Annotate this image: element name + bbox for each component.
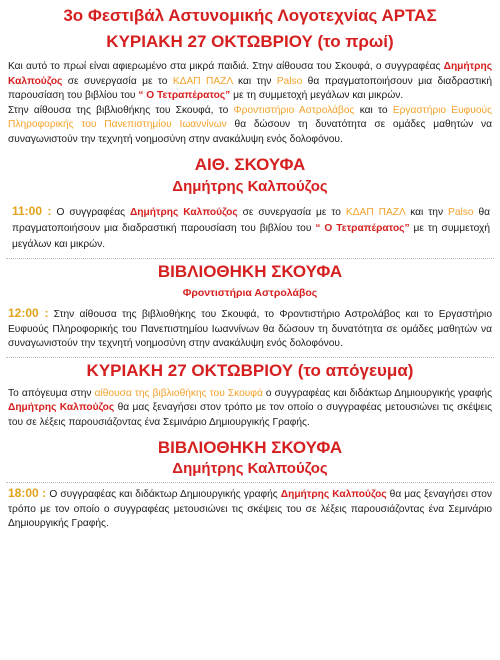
text: Ο συγγραφέας και διδάκτωρ Δημιουργικής γραφής — [46, 489, 281, 500]
text: με τη συμμετοχή μεγάλων και μικρών. — [230, 90, 404, 101]
author-name: Δημήτρης Καλπούζος — [280, 489, 387, 500]
afternoon-intro-paragraph — [0, 387, 500, 431]
text: Το απόγευμα στην — [8, 387, 95, 399]
divider — [6, 258, 494, 259]
morning-library-paragraph — [0, 104, 500, 148]
text: Ο συγγραφέας — [51, 207, 130, 218]
hall-name: αίθουσα της βιβλιοθήκης του Σκουφά — [94, 387, 263, 399]
afternoon-heading: ΚΥΡΙΑΚΗ 27 ΟΚΤΩΒΡΙΟΥ (το απόγευμα) — [86, 360, 414, 380]
text: θα μας ξεναγήσει στον τρόπο με τον οποίο ο συγγραφέας μετουσιώνει τις σκέψεις του σε λέξεις παρουσιάζοντας ένα Σεμινάριο Δημιουργικής Γραφής. — [8, 489, 492, 529]
library-heading-2: ΒΙΒΛΙΟΘΗΚΗ ΣΚΟΥΦΑ — [157, 438, 343, 457]
divider — [6, 482, 494, 483]
time-1100: 11:00 : — [12, 204, 52, 218]
palso-name: Palso — [448, 207, 474, 218]
text: Και αυτό το πρωί είναι αφιερωμένο στα μικρά παιδιά. Στην αίθουσα του Σκουφά, ο συγγραφέας — [8, 61, 444, 72]
palso-name: Palso — [276, 75, 303, 87]
book-title: “ Ο Τετραπέρατος” — [138, 90, 231, 101]
divider — [6, 357, 494, 358]
lab-name: Εργαστήριο Ευφυούς Πληροφορικής του Πανεπιστημίου Ιωαννίνων — [8, 104, 493, 130]
author-name: Δημήτρης Καλπούζος — [129, 207, 238, 218]
library-author-2: Δημήτρης Καλπούζος — [172, 460, 328, 477]
skoufa-hall-author: Δημήτρης Καλπούζος — [172, 178, 328, 195]
kdap-name: ΚΔΑΠ ΠΑΖΛ — [345, 207, 406, 218]
kdap-name: ΚΔΑΠ ΠΑΖΛ — [172, 75, 233, 87]
event-1100 — [0, 203, 500, 253]
text: και την — [232, 75, 277, 87]
festival-title: 3ο Φεστιβάλ Αστυνομικής Λογοτεχνίας ΑΡΤΑΣ — [63, 6, 437, 25]
text: θα πραγματοποιήσουν μια διαδραστική παρουσίαση του βιβλίου του — [8, 75, 493, 101]
morning-intro-paragraph — [0, 60, 500, 104]
text: θα μας ξεναγήσει στον τρόπο με τον οποίο ο συγγραφέας μετουσιώνει τις σκέψεις του σε λέξεις παρουσιάζοντας ένα Σεμινάριο Δημιουργικής Γραφής. — [8, 402, 493, 428]
time-1200: 12:00 : — [8, 306, 49, 320]
frontistirio-name: Φροντιστήριο Αστρολάβος — [233, 104, 355, 116]
skoufa-hall-heading: ΑΙΘ. ΣΚΟΥΦΑ — [194, 155, 306, 174]
author-name: Δημήτρης Καλπούζος — [8, 61, 492, 87]
event-1200 — [0, 306, 500, 352]
text: με τη συμμετοχή μεγάλων και μικρών. — [12, 223, 490, 250]
text: και την — [405, 207, 449, 218]
author-name: Δημήτρης Καλπούζος — [8, 402, 115, 413]
text: θα δώσουν τη δυνατότητα σε ομάδες μαθητών να συναγωνιστούν την τεχνητή νοημοσύνη στην ανακάλυψη ενός δολοφόνου. — [8, 119, 492, 145]
text: ο συγγραφέας και διδάκτωρ Δημιουργικής γραφής — [262, 387, 492, 399]
text: Στην αίθουσα της βιβλιοθήκης του Σκουφά, το Φροντιστήριο Αστρολάβος και το Εργαστήριο Ευφυούς Πληροφορικής του Πανεπιστημίου Ιωαννίνων θα δώσουν τη δυνατότητα σε ομάδες μαθητών να συναγωνιστούν την τεχνητή νοημοσύνη στην ανακάλυψη ενός δολοφόνου. — [8, 309, 492, 349]
library-heading: ΒΙΒΛΙΟΘΗΚΗ ΣΚΟΥΦΑ — [157, 262, 343, 281]
text: και το — [354, 104, 393, 116]
text: θα πραγματοποιήσουν μια διαδραστική παρουσίαση του βιβλίου του — [12, 207, 491, 234]
time-1800: 18:00 : — [8, 486, 47, 500]
library-subheading: Φροντιστήρια Αστρολάβος — [182, 287, 318, 299]
book-title: “ Ο Τετραπέρατος” — [315, 223, 410, 234]
text: σε συνεργασία με το — [237, 207, 346, 218]
event-1800 — [0, 486, 500, 532]
text: Στην αίθουσα της βιβλιοθήκης του Σκουφά, το — [8, 104, 234, 116]
text: σε συνεργασία με το — [62, 75, 173, 87]
morning-heading: ΚΥΡΙΑΚΗ 27 ΟΚΤΩΒΡΙΟΥ (το πρωί) — [106, 32, 394, 51]
